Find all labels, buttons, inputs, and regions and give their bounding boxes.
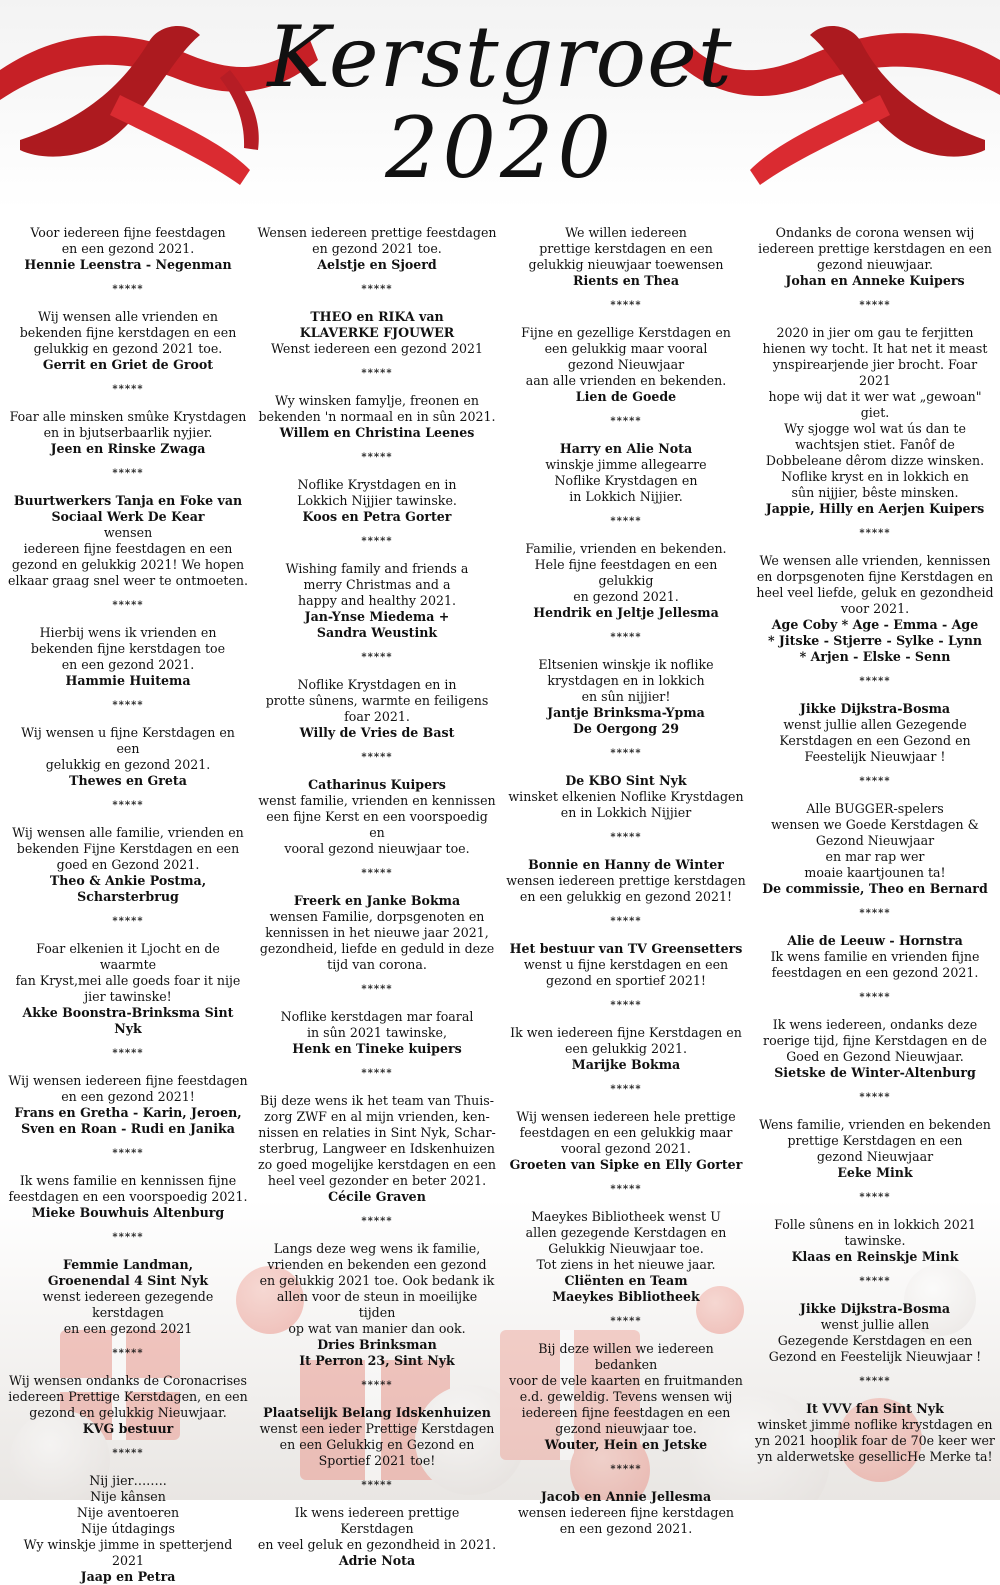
greeting-signature: Hendrik en Jeltje Jellesma — [533, 605, 719, 620]
separator: ***** — [859, 528, 891, 539]
separator: ***** — [610, 748, 642, 759]
separator: ***** — [859, 300, 891, 311]
separator: ***** — [859, 1276, 891, 1287]
separator: ***** — [859, 992, 891, 1003]
greeting-block — [506, 657, 746, 737]
greeting-block — [257, 677, 497, 741]
separator: ***** — [610, 832, 642, 843]
greeting-signature: Jan-Ynse Miedema + Sandra Weustink — [304, 609, 450, 640]
greeting-signature: Jappie, Hilly en Aerjen Kuipers — [765, 501, 985, 516]
greeting-text: winsket jimme noflike krystdagen en yn 2021 hooplik foar de 70e keer wer yn alderwetske gesellicHe Merke ta! — [755, 1417, 995, 1464]
greeting-signature: KVG bestuur — [82, 1421, 174, 1436]
greeting-block — [755, 1401, 995, 1465]
separator: ***** — [112, 800, 144, 811]
separator: ***** — [361, 752, 393, 763]
greeting-signature: Akke Boonstra-Brinksma Sint Nyk — [22, 1005, 234, 1036]
greeting-block — [8, 1473, 248, 1585]
separator: ***** — [112, 600, 144, 611]
greeting-text: Ondanks de corona wensen wij iedereen prettige kerstdagen en een gezond nieuwjaar. — [758, 225, 992, 272]
greeting-text: winsket elkenien Noflike Krystdagen en in Lokkich Nijjier — [508, 789, 744, 820]
greeting-block — [755, 553, 995, 665]
separator: ***** — [112, 1448, 144, 1459]
separator: ***** — [859, 908, 891, 919]
separator: ***** — [610, 1084, 642, 1095]
greeting-sender: THEO en RIKA van KLAVERKE FJOUWER — [299, 309, 455, 340]
greeting-text: Fijne en gezellige Kerstdagen en een gelukkig maar vooral gezond Nieuwjaar aan alle vrienden en bekenden. — [521, 325, 731, 388]
greeting-sender: Catharinus Kuipers — [308, 777, 446, 792]
greeting-sender: Plaatselijk Belang Idskenhuizen — [263, 1405, 491, 1420]
greeting-block — [755, 1301, 995, 1365]
greeting-text: wenst iedereen gezegende kerstdagen en een gezond 2021 — [42, 1289, 214, 1336]
greeting-sender: It VVV fan Sint Nyk — [806, 1401, 944, 1416]
greeting-block — [257, 1241, 497, 1369]
greeting-block — [257, 561, 497, 641]
greeting-block — [8, 409, 248, 457]
greeting-sender: Het bestuur van TV Greensetters — [509, 941, 743, 956]
greeting-text: Maeykes Bibliotheek wenst U allen gezegende Kerstdagen en Gelukkig Nieuwjaar toe. Tot ziens in het nieuwe jaar. — [525, 1209, 727, 1272]
greeting-block — [257, 1093, 497, 1205]
greeting-text: wensen iedereen fijne kerstdagen en een gezond 2021. — [517, 1505, 735, 1536]
greeting-text: Wij wensen alle vrienden en bekenden fijne kerstdagen en een gelukkig en gezond 2021 toe. — [19, 309, 237, 356]
separator: ***** — [361, 1480, 393, 1491]
greeting-signature: Eeke Mink — [837, 1165, 913, 1180]
separator: ***** — [610, 1316, 642, 1327]
greeting-block — [506, 225, 746, 289]
greeting-text: Wij wensen iedereen hele prettige feestdagen en een gelukkig maar vooral gezond 2021. — [516, 1109, 736, 1156]
greeting-text: Wensen iedereen prettige feestdagen en gezond 2021 toe. — [257, 225, 497, 256]
greeting-signature: Aelstje en Sjoerd — [317, 257, 437, 272]
greeting-block — [8, 1073, 248, 1137]
separator: ***** — [610, 1000, 642, 1011]
separator: ***** — [112, 284, 144, 295]
greeting-text: Wens familie, vrienden en bekenden prettige Kerstdagen en een gezond Nieuwjaar — [759, 1117, 991, 1164]
page-header — [0, 0, 1000, 210]
separator: ***** — [361, 536, 393, 547]
greetings-column-4 — [755, 225, 995, 1465]
greetings-column-3 — [506, 225, 746, 1537]
separator: ***** — [112, 1148, 144, 1159]
greeting-text: Wij wensen iedereen fijne feestdagen en een gezond 2021! — [8, 1073, 248, 1104]
greeting-signature: Frans en Gretha - Karin, Jeroen, Sven en Roan - Rudi en Janika — [14, 1105, 242, 1136]
greeting-sender: De KBO Sint Nyk — [565, 773, 687, 788]
greetings-column-1 — [8, 225, 248, 1585]
greeting-block — [755, 1017, 995, 1081]
greeting-signature: Hammie Huitema — [65, 673, 191, 688]
greeting-text: Wij wensen u fijne Kerstdagen en een gelukkig en gezond 2021. — [21, 725, 235, 772]
separator: ***** — [112, 1348, 144, 1359]
separator: ***** — [361, 868, 393, 879]
separator: ***** — [610, 1184, 642, 1195]
separator: ***** — [361, 284, 393, 295]
greeting-block — [257, 1405, 497, 1469]
separator: ***** — [112, 468, 144, 479]
separator: ***** — [610, 516, 642, 527]
greeting-block — [257, 225, 497, 273]
greeting-signature: Jaap en Petra — [80, 1569, 176, 1584]
greeting-text: Wenst iedereen een gezond 2021 — [270, 341, 484, 356]
greeting-block — [257, 309, 497, 357]
greeting-text: Wij wensen ondanks de Coronacrises iedereen Prettige Kerstdagen, en een gezond en gelukkig Nieuwjaar. — [8, 1373, 248, 1420]
greeting-signature: Mieke Bouwhuis Altenburg — [31, 1205, 225, 1220]
separator: ***** — [859, 776, 891, 787]
greeting-signature: Cécile Graven — [328, 1189, 426, 1204]
separator: ***** — [112, 384, 144, 395]
greeting-text: We wensen alle vrienden, kennissen en dorpsgenoten fijne Kerstdagen en heel veel liefde, geluk en gezondheid voor 2021. — [756, 553, 994, 616]
greeting-signature: Willy de Vries de Bast — [299, 725, 455, 740]
separator: ***** — [112, 1048, 144, 1059]
greeting-text: Ik wens familie en kennissen fijne feestdagen en een voorspoedig 2021. — [8, 1173, 248, 1204]
separator: ***** — [859, 1092, 891, 1103]
greeting-sender: Jikke Dijkstra-Bosma — [799, 701, 951, 716]
greeting-block — [755, 1117, 995, 1181]
greeting-block — [257, 393, 497, 441]
greeting-block — [8, 493, 248, 589]
greeting-signature: Groeten van Sipke en Elly Gorter — [509, 1157, 743, 1172]
greeting-block — [506, 941, 746, 989]
greeting-signature: Age Coby * Age - Emma - Age * Jitske - Stjerre - Sylke - Lynn * Arjen - Elske - Senn — [767, 617, 983, 664]
separator: ***** — [112, 1232, 144, 1243]
greeting-block — [8, 309, 248, 373]
greeting-text: Langs deze weg wens ik familie, vrienden en bekenden een gezond en gelukkig 2021 toe. Ook bedank ik allen voor de steun in moeilijke tijden op wat van manier dan ook. — [259, 1241, 495, 1336]
separator: ***** — [610, 916, 642, 927]
separator: ***** — [361, 652, 393, 663]
greeting-block — [257, 777, 497, 857]
greeting-text: wenst familie, vrienden en kennissen een fijne Kerst en een voorspoedig en vooral gezond nieuwjaar toe. — [258, 793, 496, 856]
greeting-signature: Gerrit en Griet de Groot — [42, 357, 214, 372]
greeting-block — [755, 325, 995, 517]
greeting-sender: Jikke Dijkstra-Bosma — [799, 1301, 951, 1316]
greeting-sender: Freerk en Janke Bokma — [293, 893, 461, 908]
greeting-text: Foar alle minsken smûke Krystdagen en in bjutserbaarlik nyjier. — [9, 409, 247, 440]
separator: ***** — [610, 300, 642, 311]
greeting-text: Voor iedereen fijne feestdagen en een gezond 2021. — [30, 225, 226, 256]
greeting-text: Noflike kerstdagen mar foaral in sûn 2021 tawinske, — [280, 1009, 474, 1040]
greeting-text: Foar elkenien it Ljocht en de waarmte fan Kryst,mei alle goeds foar it nije jier tawinske! — [15, 941, 241, 1004]
greeting-block — [8, 625, 248, 689]
greeting-text: Folle sûnens en in lokkich 2021 tawinske. — [774, 1217, 976, 1248]
greeting-signature: Dries Brinksman It Perron 23, Sint Nyk — [299, 1337, 455, 1368]
greeting-block — [506, 857, 746, 905]
greeting-block — [8, 1173, 248, 1221]
greeting-signature: Jantje Brinksma-Ypma De Oergong 29 — [547, 705, 705, 736]
greeting-text: Wishing family and friends a merry Christmas and a happy and healthy 2021. — [285, 561, 469, 608]
greeting-block — [755, 225, 995, 289]
page-year: 2020 — [385, 99, 615, 197]
greeting-text: Bij deze wens ik het team van Thuis- zorg ZWF en al mijn vrienden, ken- nissen en relaties in Sint Nyk, Schar- sterbrug, Langweer en Idskenhuizen zo goed mogelijke kerstdagen en een heel veel gezonder en beter 2021. — [258, 1093, 496, 1188]
greeting-block — [8, 825, 248, 905]
greeting-sender: Femmie Landman, Groenendal 4 Sint Nyk — [47, 1257, 209, 1288]
greeting-signature: Rients en Thea — [573, 273, 679, 288]
greeting-block — [755, 701, 995, 765]
greeting-text: Ik wen iedereen fijne Kerstdagen en een gelukkig 2021. — [510, 1025, 742, 1056]
greeting-text: We willen iedereen prettige kerstdagen en een gelukkig nieuwjaar toewensen — [528, 225, 724, 272]
greeting-block — [506, 1489, 746, 1537]
greeting-block — [506, 773, 746, 821]
separator: ***** — [610, 632, 642, 643]
greeting-text: wenst u fijne kerstdagen en een gezond en sportief 2021! — [523, 957, 729, 988]
greeting-signature: Lien de Goede — [575, 389, 677, 404]
greeting-signature: Koos en Petra Gorter — [302, 509, 452, 524]
greeting-signature: Willem en Christina Leenes — [279, 425, 475, 440]
greeting-text: Noflike Krystdagen en in protte sûnens, warmte en feiligens foar 2021. — [265, 677, 489, 724]
greeting-block — [506, 325, 746, 405]
greeting-text: Alle BUGGER-spelers wensen we Goede Kerstdagen & Gezond Nieuwjaar en mar rap wer moaie kaartjounen ta! — [771, 801, 979, 880]
separator: ***** — [361, 1068, 393, 1079]
greeting-block — [506, 1209, 746, 1305]
page-title: Kerstgroet — [267, 8, 733, 106]
separator: ***** — [610, 416, 642, 427]
separator: ***** — [112, 700, 144, 711]
greeting-text: Ik wens iedereen, ondanks deze roerige tijd, fijne Kerstdagen en de Goed en Gezond Nieuwjaar. — [763, 1017, 987, 1064]
separator: ***** — [610, 1464, 642, 1475]
greeting-signature: Thewes en Greta — [69, 773, 187, 788]
greeting-text: wensen iedereen fijne feestdagen en een gezond en gelukkig 2021! We hopen elkaar graag snel weer te ontmoeten. — [8, 525, 248, 588]
separator: ***** — [361, 452, 393, 463]
greeting-block — [257, 1009, 497, 1057]
greeting-text: Ik wens iedereen prettige Kerstdagen en veel geluk en gezondheid in 2021. — [257, 1505, 497, 1552]
greeting-block — [506, 1109, 746, 1173]
greeting-sender: Bonnie en Hanny de Winter — [528, 857, 724, 872]
separator: ***** — [859, 676, 891, 687]
separator: ***** — [361, 368, 393, 379]
greeting-sender: Jacob en Annie Jellesma — [540, 1489, 712, 1504]
greeting-text: wensen Familie, dorpsgenoten en kennissen in het nieuwe jaar 2021, gezondheid, liefde en geduld in deze tijd van corona. — [259, 909, 495, 972]
greeting-signature: Sietske de Winter-Altenburg — [774, 1065, 976, 1080]
greeting-signature: Adrie Nota — [338, 1553, 416, 1568]
greeting-signature: Hennie Leenstra - Negenman — [24, 257, 232, 272]
greetings-column-2 — [257, 225, 497, 1569]
greeting-signature: Johan en Anneke Kuipers — [785, 273, 965, 288]
greeting-text: Eltsenien winskje ik noflike krystdagen en in lokkich en sûn nijjier! — [538, 657, 714, 704]
greeting-sender: Alie de Leeuw - Hornstra — [787, 933, 963, 948]
separator: ***** — [361, 1216, 393, 1227]
greeting-text: Wy winsken famylje, freonen en bekenden 'n normaal en in sûn 2021. — [258, 393, 496, 424]
greeting-signature: Henk en Tineke kuipers — [292, 1041, 462, 1056]
greeting-block — [506, 441, 746, 505]
greeting-text: 2020 in jier om gau te ferjitten hienen wy tocht. It hat net it meast ynspirearjende jier brocht. Foar 2021 hope wij dat it wer wat „gewoan" giet. Wy sjogge wol wat ús dan te wachtsjen stiet. Fanôf de Dobbeleane dêrom dizze winsken. Noflike kryst en in lokkich en sûn nijjier, bêste minsken. — [762, 325, 988, 500]
greeting-block — [257, 477, 497, 525]
greeting-text: Ik wens familie en vrienden fijne feestdagen en een gezond 2021. — [770, 949, 980, 980]
greeting-signature: Jeen en Rinske Zwaga — [50, 441, 206, 456]
greeting-block — [8, 725, 248, 789]
greeting-block — [8, 1373, 248, 1437]
greeting-block — [257, 893, 497, 973]
greeting-sender: Buurtwerkers Tanja en Foke van Sociaal Werk De Kear — [13, 493, 243, 524]
greeting-text: wenst jullie allen Gezegende Kerstdagen en een Gezond en Feestelijk Nieuwjaar ! — [768, 1317, 982, 1364]
greeting-text: wenst een ieder Prettige Kerstdagen en een Gelukkig en Gezond en Sportief 2021 toe! — [259, 1421, 495, 1468]
greeting-block — [8, 225, 248, 273]
greeting-block — [8, 1257, 248, 1337]
greeting-signature: Theo & Ankie Postma, Scharsterbrug — [49, 873, 207, 904]
greeting-block — [506, 1025, 746, 1073]
greeting-signature: Klaas en Reinskje Mink — [791, 1249, 959, 1264]
greeting-text: wensen iedereen prettige kerstdagen en een gelukkig en gezond 2021! — [506, 873, 746, 904]
separator: ***** — [112, 916, 144, 927]
greeting-text: wenst jullie allen Gezegende Kerstdagen en een Gezond en Feestelijk Nieuwjaar ! — [779, 717, 971, 764]
greeting-signature: De commissie, Theo en Bernard — [762, 881, 988, 896]
separator: ***** — [859, 1192, 891, 1203]
greeting-block — [8, 941, 248, 1037]
separator: ***** — [361, 984, 393, 995]
greeting-block — [755, 1217, 995, 1265]
greeting-block — [755, 933, 995, 981]
greeting-block — [506, 1341, 746, 1453]
greeting-text: Hierbij wens ik vrienden en bekenden fijne kerstdagen toe en een gezond 2021. — [30, 625, 226, 672]
greeting-text: Bij deze willen we iedereen bedanken voor de vele kaarten en fruitmanden e.d. geweldig. Tevens wensen wij iedereen fijne feestdagen en een gezond nieuwjaar toe. — [509, 1341, 743, 1436]
greeting-sender: Harry en Alie Nota — [559, 441, 693, 456]
greeting-block — [257, 1505, 497, 1569]
greeting-block — [506, 541, 746, 621]
greeting-text: Wij wensen alle familie, vrienden en bekenden Fijne Kerstdagen en een goed en Gezond 2021. — [12, 825, 244, 872]
greeting-text: Familie, vrienden en bekenden. Hele fijne feestdagen en een gelukkig en gezond 2021. — [525, 541, 727, 604]
greeting-signature: Wouter, Hein en Jetske — [544, 1437, 708, 1452]
greeting-block — [755, 801, 995, 897]
greeting-signature: Cliënten en Team Maeykes Bibliotheek — [552, 1273, 700, 1304]
greeting-text: winskje jimme allegearre Noflike Krystdagen en in Lokkich Nijjier. — [545, 457, 707, 504]
greeting-text: Noflike Krystdagen en in Lokkich Nijjier tawinske. — [297, 477, 457, 508]
greeting-signature: Marijke Bokma — [571, 1057, 681, 1072]
separator: ***** — [361, 1380, 393, 1391]
separator: ***** — [859, 1376, 891, 1387]
greeting-text: Nij jier…….. Nije kânsen Nije aventoeren Nije útdagings Wy winskje jimme in spetterjend 2021 — [23, 1473, 233, 1568]
